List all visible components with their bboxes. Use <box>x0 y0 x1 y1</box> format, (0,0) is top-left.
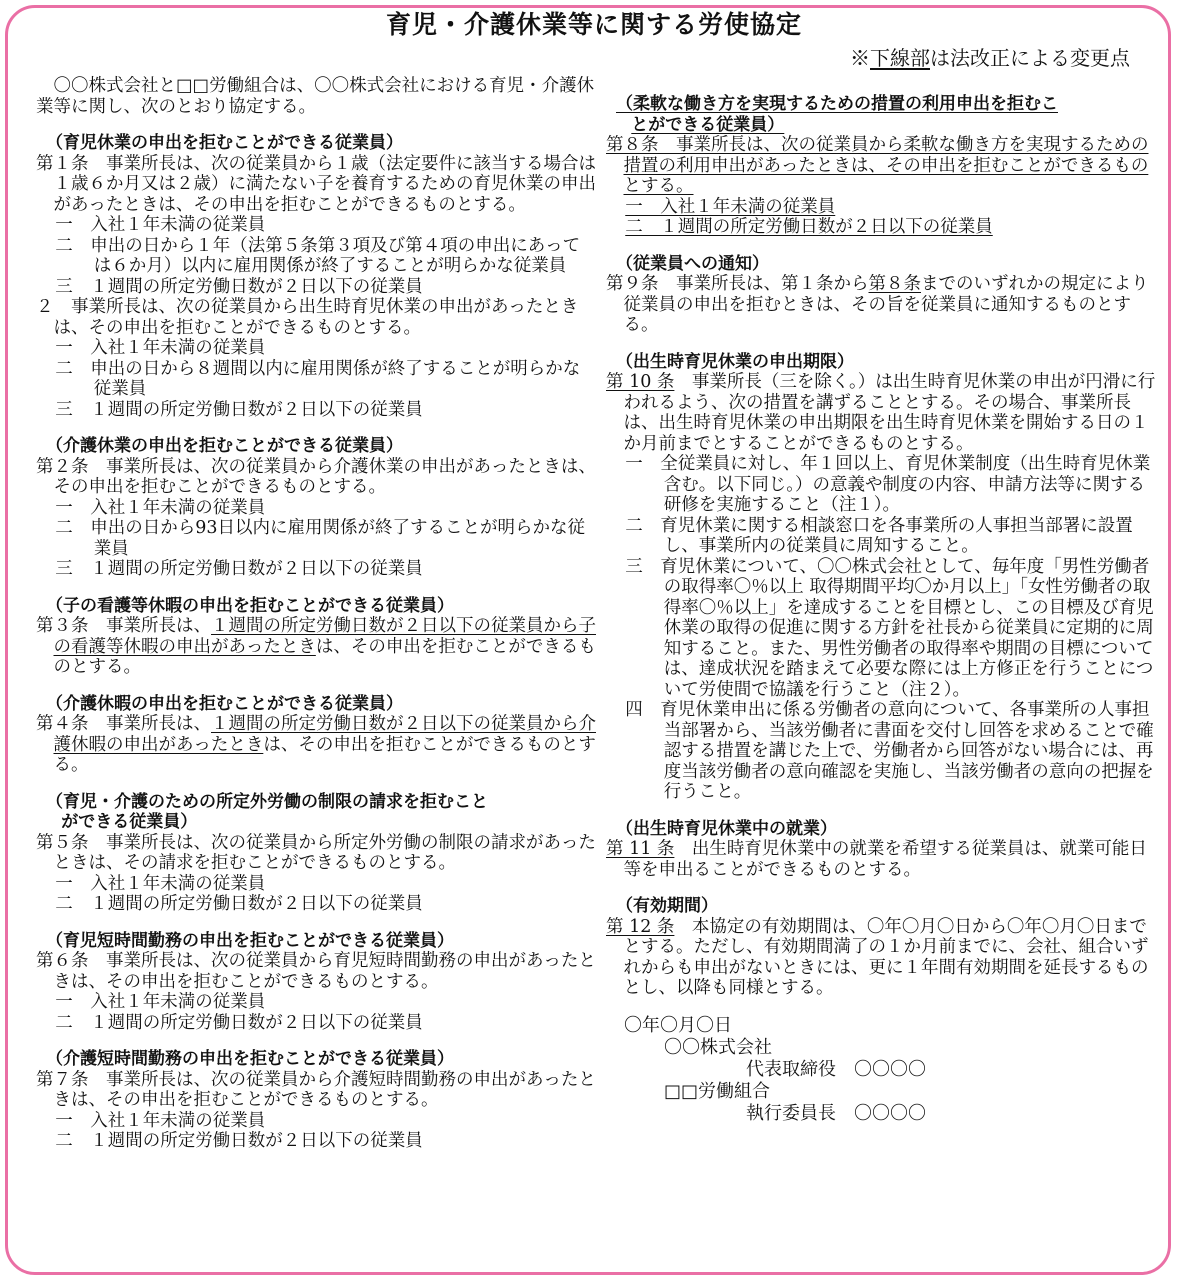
list-item: 二 申出の日から１年（法第５条第３項及び第４項の申出にあっては６か月）以内に雇用関係が終了することが明らかな従業員 <box>55 235 581 276</box>
list-item: 二 １週間の所定労働日数が２日以下の従業員 <box>55 894 423 914</box>
right-column <box>606 94 1158 1125</box>
article-1: 第１条 事業所長は、次の従業員から１歳（法定要件に該当する場合は１歳６か月又は２歳）に満たない子を養育するための育児休業の申出があったときは、その申出を拒むことができるものとする。 <box>36 153 596 215</box>
page-title: 育児・介護休業等に関する労使協定 <box>385 10 802 39</box>
intro-text: 〇〇株式会社と□□労働組合は、〇〇株式会社における育児・介護休業等に関し、次のとおり協定する。 <box>36 76 595 117</box>
company-name: 〇〇株式会社 <box>664 1036 772 1058</box>
list-item: 一 入社１年未満の従業員 <box>55 497 266 518</box>
list-item: 三 育児休業について、〇〇株式会社として、毎年度「男性労働者の取得率〇％以上 取得期間平均〇か月以上」「女性労働者の取得率〇％以上」を達成することを目標とし、この目標及び育児休業の取得の促進に関する方針を社長から従業員に定期的に周知すること。また、男性労働者の取得率や期間の目標については、達成状況を踏まえて必要な際には上方修正を行うことについて労使間で協議を行うこと（注２）。 <box>625 556 1154 700</box>
section-heading: （出生時育児休業中の就業） <box>616 818 837 839</box>
list-item: 一 入社１年未満の従業員 <box>625 196 836 217</box>
representative: 代表取締役 〇〇〇〇 <box>746 1058 926 1080</box>
section-heading: （出生時育児休業の申出期限） <box>616 351 854 372</box>
section-heading: （子の看護等休暇の申出を拒むことができる従業員） <box>46 595 454 616</box>
amendment-note: ※下線部は法改正による変更点 <box>850 46 1130 70</box>
signature-block <box>606 1015 1158 1125</box>
article-3: 第３条 事業所長は、１週間の所定労働日数が２日以下の従業員から子の看護等休暇の申出があったときは、その申出を拒むことができるものとする。 <box>36 616 596 677</box>
section-heading: （介護休暇の申出を拒むことができる従業員） <box>46 693 403 714</box>
list-item: 二 申出の日から93日以内に雇用関係が終了することが明らかな従業員 <box>55 518 586 559</box>
section-heading: （従業員への通知） <box>616 253 769 274</box>
article-5: 第５条 事業所長は、次の従業員から所定外労働の制限の請求があったときは、その請求を拒むことができるものとする。 <box>36 832 596 873</box>
list-item: 三 １週間の所定労働日数が２日以下の従業員 <box>55 276 423 297</box>
list-item: 二 １週間の所定労働日数が２日以下の従業員 <box>55 1012 423 1033</box>
list-item: 一 入社１年未満の従業員 <box>55 873 266 894</box>
section-heading: （育児短時間勤務の申出を拒むことができる従業員） <box>46 930 454 951</box>
section-heading: （介護短時間勤務の申出を拒むことができる従業員） <box>46 1049 454 1069</box>
article-12: 第 12 条 本協定の有効期間は、〇年〇月〇日から〇年〇月〇日までとする。ただし、有効期間満了の１か月前までに、会社、組合いずれからも申出がないときには、更に１年間有効期間を延長するものとし、以降も同様とする。 <box>606 916 1149 998</box>
union-chair: 執行委員長 〇〇〇〇 <box>746 1102 926 1124</box>
article-4: 第４条 事業所長は、１週間の所定労働日数が２日以下の従業員から介護休暇の申出があったときは、その申出を拒むことができるものとする。 <box>36 714 596 775</box>
article-10: 第 10 条 事業所長（三を除く。）は出生時育児休業の申出が円滑に行われるよう、次の措置を講ずることとする。その場合、事業所長は、出生時育児休業の申出期限を出生時育児休業を開始する日の１か月前までとすることができるものとする。 <box>606 372 1156 454</box>
list-item: 二 申出の日から８週間以内に雇用関係が終了することが明らかな従業員 <box>55 358 581 399</box>
article-9: 第９条 事業所長は、第１条から第８条までのいずれかの規定により従業員の申出を拒むときは、その旨を従業員に通知するものとする。 <box>606 274 1149 335</box>
article-1-para-2: ２ 事業所長は、次の従業員から出生時育児休業の申出があったときは、その申出を拒むことができるものとする。 <box>36 297 579 338</box>
list-item: 四 育児休業申出に係る労働者の意向について、各事業所の人事担当部署から、当該労働者に書面を交付し回答を求めることで確認する措置を講じた上で、労働者から回答がない場合には、再度当該労働者の意向確認を実施し、当該労働者の意向の把握を行うこと。 <box>625 700 1154 802</box>
article-2: 第２条 事業所長は、次の従業員から介護休業の申出があったときは、その申出を拒むことができるものとする。 <box>36 456 596 497</box>
list-item: 三 １週間の所定労働日数が２日以下の従業員 <box>55 399 423 420</box>
list-item: 一 入社１年未満の従業員 <box>55 215 266 235</box>
article-11: 第 11 条 出生時育児休業中の就業を希望する従業員は、就業可能日等を申出ることができるものとする。 <box>606 839 1147 880</box>
list-item: 一 入社１年未満の従業員 <box>55 1110 266 1131</box>
list-item: 三 １週間の所定労働日数が２日以下の従業員 <box>55 559 423 579</box>
left-column <box>36 76 596 1152</box>
section-heading: （育児休業の申出を拒むことができる従業員） <box>46 133 403 153</box>
union-name: □□労働組合 <box>664 1080 771 1102</box>
list-item: 一 全従業員に対し、年１回以上、育児休業制度（出生時育児休業含む。以下同じ。）の意義や制度の内容、申請方法等に関する研修を実施すること（注１）。 <box>625 454 1151 515</box>
article-8: 第８条 事業所長は、次の従業員から柔軟な働き方を実現するための措置の利用申出があったときは、その申出を拒むことができるものとする。 <box>606 135 1149 196</box>
section-heading: （育児・介護のための所定外労働の制限の請求を拒むこと ができる従業員） <box>46 791 488 832</box>
section-heading: （有効期間） <box>616 896 718 916</box>
list-item: 一 入社１年未満の従業員 <box>55 338 266 358</box>
list-item: 一 入社１年未満の従業員 <box>55 992 266 1012</box>
list-item: 二 １週間の所定労働日数が２日以下の従業員 <box>55 1131 423 1151</box>
article-7: 第７条 事業所長は、次の従業員から介護短時間勤務の申出があったときは、その申出を拒むことができるものとする。 <box>36 1069 596 1110</box>
section-heading: （介護休業の申出を拒むことができる従業員） <box>46 436 403 456</box>
list-item: 二 １週間の所定労働日数が２日以下の従業員 <box>625 217 993 237</box>
article-6: 第６条 事業所長は、次の従業員から育児短時間勤務の申出があったときは、その申出を拒むことができるものとする。 <box>36 951 596 992</box>
list-item: 二 育児休業に関する相談窓口を各事業所の人事担当部署に設置し、事業所内の従業員に周知すること。 <box>625 515 1133 556</box>
signature-date: 〇年〇月〇日 <box>624 1014 732 1036</box>
section-heading: （柔軟な働き方を実現するための措置の利用申出を拒むこ とができる従業員） <box>616 94 1058 135</box>
